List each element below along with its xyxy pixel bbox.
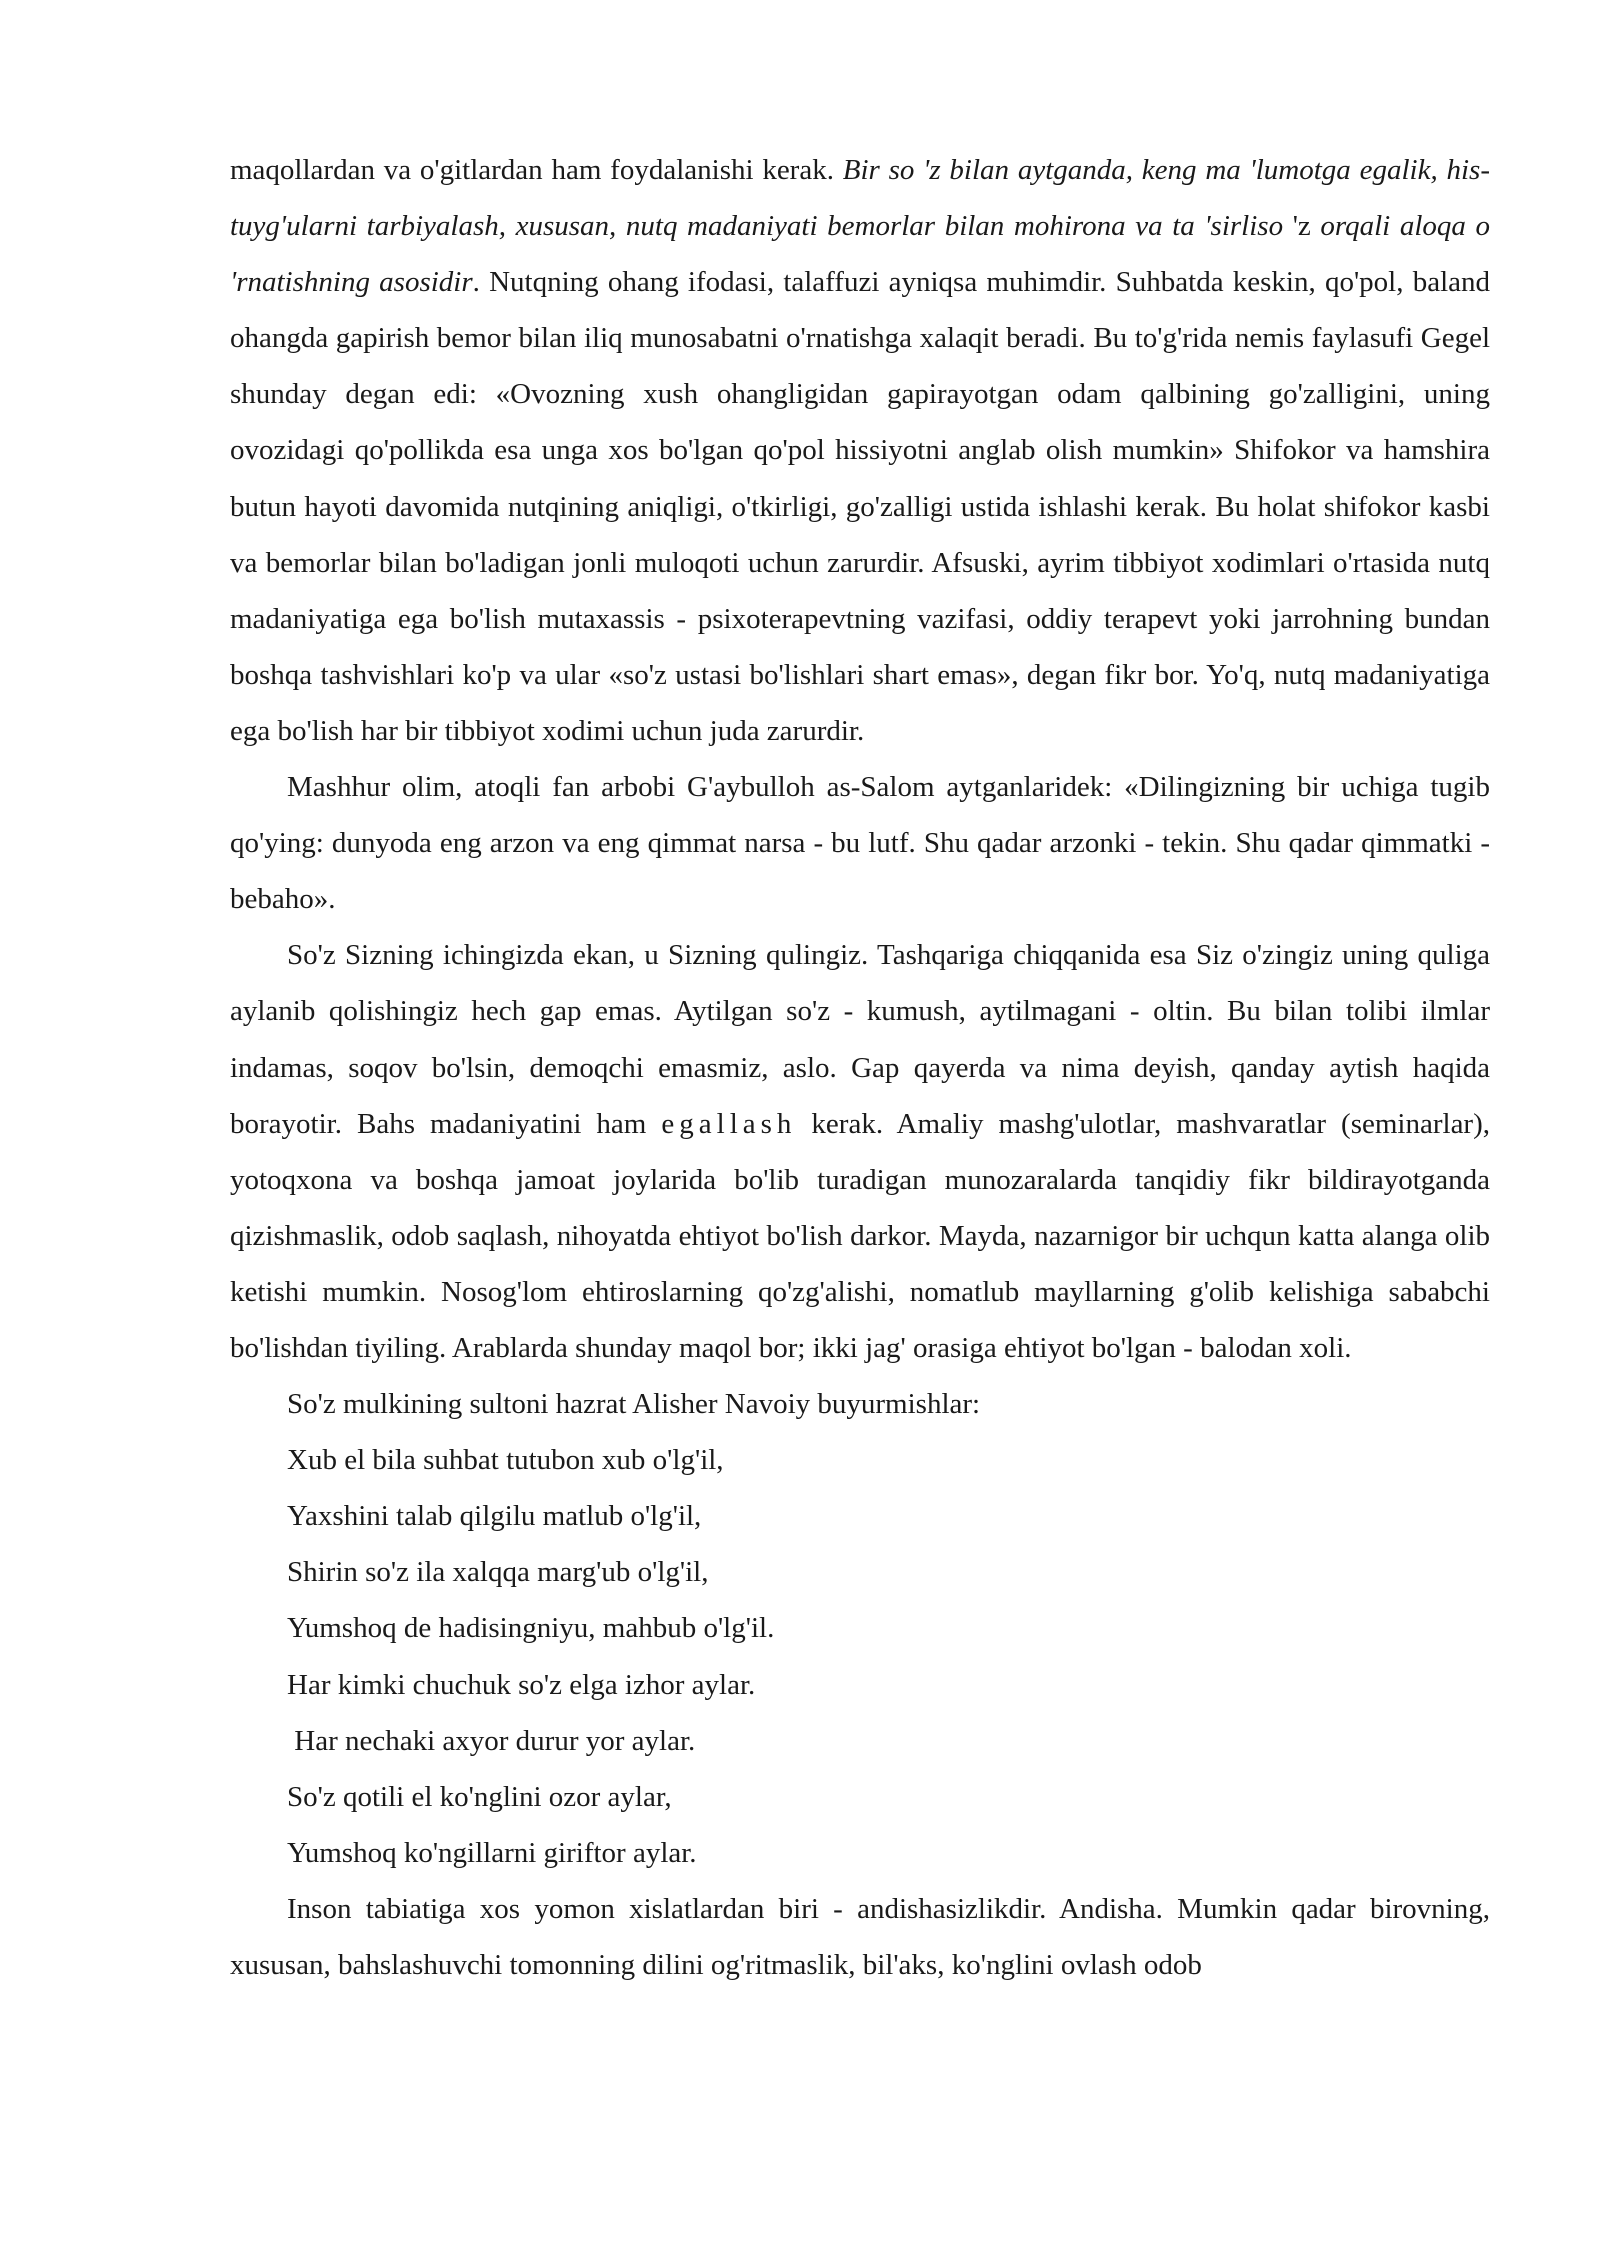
paragraph-nutq-madaniyati bbox=[230, 142, 1490, 759]
paragraph-navoiy-intro: So'z mulkining sultoni hazrat Alisher Navoiy buyurmishlar: bbox=[287, 1388, 981, 1421]
verse-line: Xub el bila suhbat tutubon xub o'lg'il, bbox=[287, 1444, 724, 1477]
document-page bbox=[230, 142, 1490, 1993]
verse-line: Shirin so'z ila xalqqa marg'ub o'lg'il, bbox=[287, 1556, 709, 1589]
text-run: So'z Sizning ichingizda ekan, u Sizning qulingiz. Tashqariga chiqqanida esa Siz o'zingiz uning quliga aylanib qolishingiz hech gap emas. Aytilgan so'z - kumush, aytilmagani - oltin. Bu bilan tolibi ilmlar indamas, soqov bo'lsin, demoqchi emasmiz, aslo. Gap qayerda va nima deyish, qanday aytish haqida borayotir. Bahs madaniyatini ham bbox=[230, 939, 1490, 1140]
text-run: . Nutqning ohang ifodasi, talaffuzi ayniqsa muhimdir. Suhbatda keskin, qo'pol, baland ohangda gapirish bemor bilan iliq munosabatni o'rnatishga xalaqit beradi. Bu to'g'rida nemis faylasufi Gegel shunday degan edi: «Ovozning xush ohangligidan gapirayotgan odam qalbining go'zalligini, uning ovozidagi qo'pollikda esa unga xos bo'lgan qo'pol hissiyotni anglab olish mumkin» Shifokor va hamshira butun hayoti davomida nutqining aniqligi, o'tkirligi, go'zalligi ustida ishlashi kerak. Bu holat shifokor kasbi va bemorlar bilan bo'ladigan jonli muloqoti uchun zarurdir. Afsuski, ayrim tibbiyot xodimlari o'rtasida nutq madaniyatiga ega bo'lish mutaxassis - psixoterapevtning vazifasi, oddiy terapevt yoki jarrohning bundan boshqa tashvishlari ko'p va ular «so'z ustasi bo'lishlari shart emas», degan fikr bor. Yo'q, nutq madaniyatiga ega bo'lish har bir tibbiyot xodimi uchun juda zarurdir. bbox=[230, 266, 1490, 747]
letter-spaced-word: egallash bbox=[661, 1107, 797, 1140]
text-run: maqollardan va o'gitlardan ham foydalanishi kerak. bbox=[230, 154, 843, 186]
verse-line: Har nechaki axyor durur yor aylar. bbox=[287, 1724, 696, 1757]
text-run: kerak. Amaliy mashg'ulotlar, mashvaratlar (seminarlar), yotoqxona va boshqa jamoat joylarida bo'lib turadigan munozaralarda tanqidiy fikr bildirayotganda qizishmaslik, odob saqlash, nihoyatda ehtiyot bo'lish darkor. Mayda, nazarnigor bir uchqun katta alanga olib ketishi mumkin. Nosog'lom ehtiroslarning qo'zg'alishi, nomatlub mayllarning g'olib kelishiga sababchi bo'lishdan tiyiling. Arablarda shunday maqol bor; ikki jag' orasiga ehtiyot bo'lgan - balodan xoli. bbox=[230, 1107, 1491, 1364]
paragraph-gaybulloh-quote: Mashhur olim, atoqli fan arbobi G'aybulloh as-Salom aytganlaridek: «Dilingizning bir uchiga tugib qo'ying: dunyoda eng arzon va eng qimmat narsa - bu lutf. Shu qadar arzonki - tekin. Shu qadar qimmatki - bebaho». bbox=[230, 771, 1490, 916]
verse-line: Yumshoq ko'ngillarni giriftor aylar. bbox=[287, 1836, 697, 1869]
text-run: 'z bbox=[1292, 210, 1321, 243]
paragraph-andisha: Inson tabiatiga xos yomon xislatlardan biri - andishasizlikdir. Andisha. Mumkin qadar birovning, xususan, bahslashuvchi tomonning dilini og'ritmaslik, bil'aks, ko'nglini ovlash odob bbox=[230, 1892, 1490, 1981]
italic-text-run: orqali aloqa o 'rnatishning asosidir bbox=[230, 210, 1490, 299]
verse-line: Yumshoq de hadisingniyu, mahbub o'lg'il. bbox=[287, 1612, 775, 1645]
verse-line: Yaxshini talab qilgilu matlub o'lg'il, bbox=[287, 1500, 702, 1533]
italic-text-run: Bir so 'z bilan aytganda, keng ma 'lumotga egalik, his-tuyg'ularni tarbiyalash, xususan, nutq madaniyati bemorlar bilan mohirona va ta 'sirliso bbox=[230, 154, 1490, 243]
verse-line: So'z qotili el ko'nglini ozor aylar, bbox=[287, 1780, 672, 1813]
verse-line: Har kimki chuchuk so'z elga izhor aylar. bbox=[287, 1668, 756, 1701]
paragraph-soz-ichingizda bbox=[230, 927, 1490, 1376]
